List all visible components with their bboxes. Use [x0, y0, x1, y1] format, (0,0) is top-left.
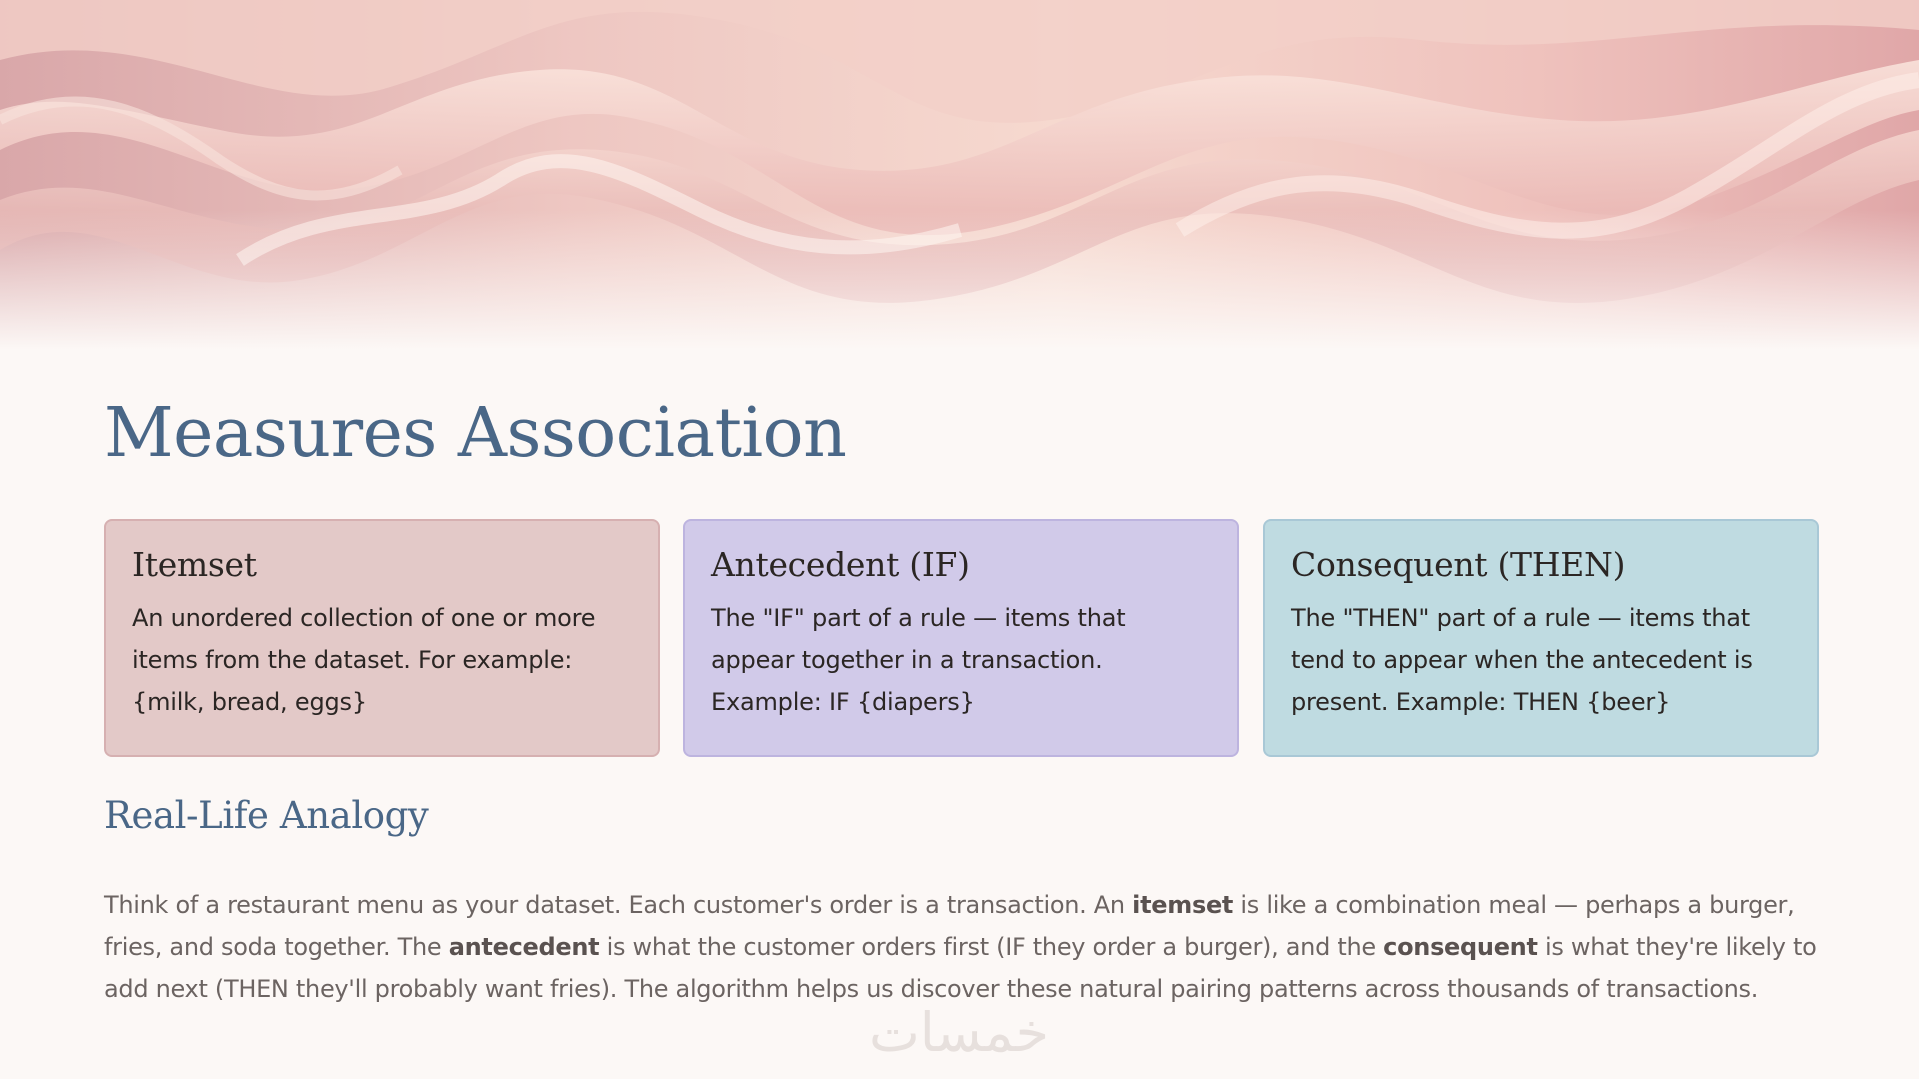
term-antecedent: antecedent — [448, 933, 600, 961]
card-title: Itemset — [132, 545, 257, 584]
card-title: Antecedent (IF) — [711, 545, 970, 584]
page-title: Measures Association — [104, 394, 847, 473]
card-body: An unordered collection of one or more items from the dataset. For example: {milk, bread, eggs} — [132, 604, 596, 716]
analogy-text: Think of a restaurant menu as your dataset. Each customer's order is a transaction. An — [104, 891, 1133, 919]
definition-cards — [104, 519, 1820, 759]
analogy-heading: Real-Life Analogy — [104, 794, 429, 837]
card-body: The "IF" part of a rule — items that appear together in a transaction. Example: IF {diapers} — [711, 604, 1126, 716]
card-body: The "THEN" part of a rule — items that tend to appear when the antecedent is present. Example: THEN {beer} — [1291, 604, 1753, 716]
analogy-text: is what they're likely to add next (THEN they'll probably want fries). The algorithm helps us discover these natural pairing patterns across thousands of transactions. — [104, 933, 1817, 1003]
analogy-text: is what the customer orders first (IF they order a burger), and the — [599, 933, 1384, 961]
itemset-card — [104, 519, 660, 757]
consequent-card — [1263, 519, 1819, 757]
analogy-text: is like a combination meal — perhaps a burger, fries, and soda together. The — [104, 891, 1795, 961]
watermark-logo: خمسات — [868, 1001, 1050, 1064]
term-itemset: itemset — [1132, 891, 1234, 919]
card-title: Consequent (THEN) — [1291, 545, 1626, 584]
term-consequent: consequent — [1383, 933, 1538, 961]
antecedent-card — [683, 519, 1239, 757]
silk-waves-image — [0, 0, 1919, 350]
analogy-paragraph — [104, 884, 1824, 1010]
decorative-banner — [0, 0, 1919, 350]
